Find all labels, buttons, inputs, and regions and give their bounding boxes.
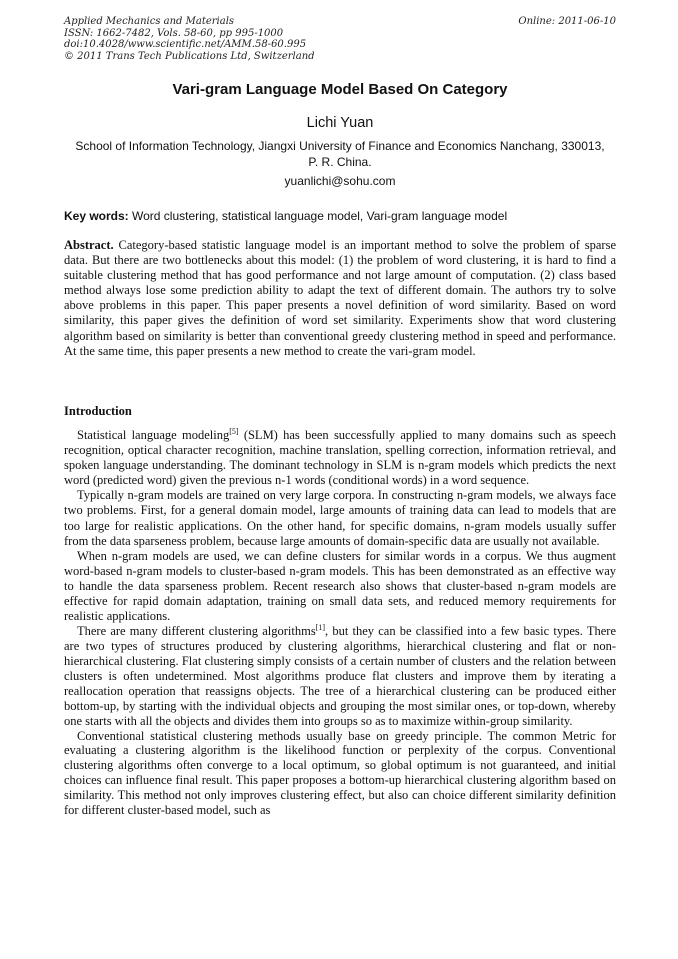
issn: ISSN: 1662-7482, Vols. 58-60, pp 995-1000 (64, 27, 284, 39)
citation-ref: [5] (229, 426, 239, 436)
p1-start: Statistical language modeling (77, 428, 230, 442)
citation-ref: [1] (315, 623, 326, 633)
online-date: Online: 2011-06-10 (518, 16, 616, 27)
author-email: yuanlichi@sohu.com (284, 174, 396, 188)
doi: doi:10.4028/www.scientific.net/AMM.58-60.995 (64, 39, 307, 50)
abstract (64, 238, 616, 359)
introduction-heading: Introduction (64, 404, 132, 418)
abstract-text: Category-based statistic language model is an important method to solve the problem of sparse data. But there are two bottlenecks about this model: (1) the problem of word clustering, it is hard to find a suitable clustering method that has good performance and not large amount of computation. (2) class based method always lose some prediction ability to adapt the text of different domain. The authors try to solve above problems in this paper. This paper presents a novel definition of word similarity. Based on word similarity, this paper gives the definition of word set similarity. Experiments show that word clustering algorithm based on similarity is better than conventional greedy clustering method in speed and performance. At the same time, this paper presents a new method to create the vari-gram model. (64, 238, 616, 358)
paragraph (64, 624, 616, 728)
journal-name: Applied Mechanics and Materials (64, 16, 235, 27)
paragraph: Conventional statistical clustering methods usually base on greedy principle. The common Metric for evaluating a clustering algorithm is the likelihood function or perplexity of the corpus. Conventional clustering algorithms often converge to a local optimum, so global optimum is not guaranteed, and initial choices can influence final result. This paper proposes a bottom-up hierarchical clustering algorithm based on similarity. This method not only improves clustering effect, but also can choice different similarity definition for different cluster-based model, such as (64, 728, 616, 818)
paragraph: When n-gram models are used, we can define clusters for similar words in a corpus. We thus augment word-based n-gram models to cluster-based n-gram models. This has been demonstrated as an effective way to handle the data sparseness problem. Recent research also shows that cluster-based n-gram models are effective for rapid domain adaptation, training on small data sets, and reduced memory requirements for realistic applications. (64, 548, 616, 624)
keywords (64, 209, 616, 224)
keywords-text: Word clustering, statistical language model, Vari-gram language model (128, 209, 508, 223)
copyright: © 2011 Trans Tech Publications Ltd, Switzerland (64, 50, 315, 62)
paper-title: Vari-gram Language Model Based On Category (172, 81, 508, 98)
paragraph (64, 428, 616, 488)
introduction-body (64, 428, 616, 818)
abstract-label: Abstract. (64, 238, 114, 252)
keywords-label: Key words: (64, 209, 129, 223)
p4-rest: , but they can be classified into a few basic types. There are two types of structures produced by clustering algorithms, hierarchical clustering and flat or non- hierarchical clustering. Flat clustering simply consists of a certain number of clusters and the relation between clusters is often undetermined. Most algorithms produce flat clusters and improve them by iterating a reallocation operation that reassigns objects. The tree of a hierarchical clustering can be produced either bottom-up, by starting with the individual objects and grouping the most similar ones, or top-down, whereby one starts with all the objects and divides them into groups so as to maximize within-group similarity. (64, 624, 616, 728)
p4-start: There are many different clustering algorithms (77, 624, 316, 639)
journal-header (64, 16, 616, 62)
paragraph: Typically n-gram models are trained on very large corpora. In constructing n-gram models, we always face two problems. First, for a general domain model, large amounts of training data can lead to models that are too large for realistic applications. On the other hand, for specific domains, n-gram models usually suffer from the data sparseness problem, because large amounts of domain-specific data are usually not available. (64, 488, 616, 548)
affiliation: School of Information Technology, Jiangxi University of Finance and Economics Nanchang, 330013, P. R. China. (75, 139, 605, 169)
author-name: Lichi Yuan (306, 115, 374, 131)
p1-rest: (SLM) has been successfully applied to many domains such as speech recognition, optical character recognition, machine translation, spelling correction, information retrieval, and spoken language understanding. The dominant technology in SLM is n-gram models which predicts the next word (predicted word) given the previous n-1 words (conditional words) in a word sequence. (64, 428, 616, 488)
